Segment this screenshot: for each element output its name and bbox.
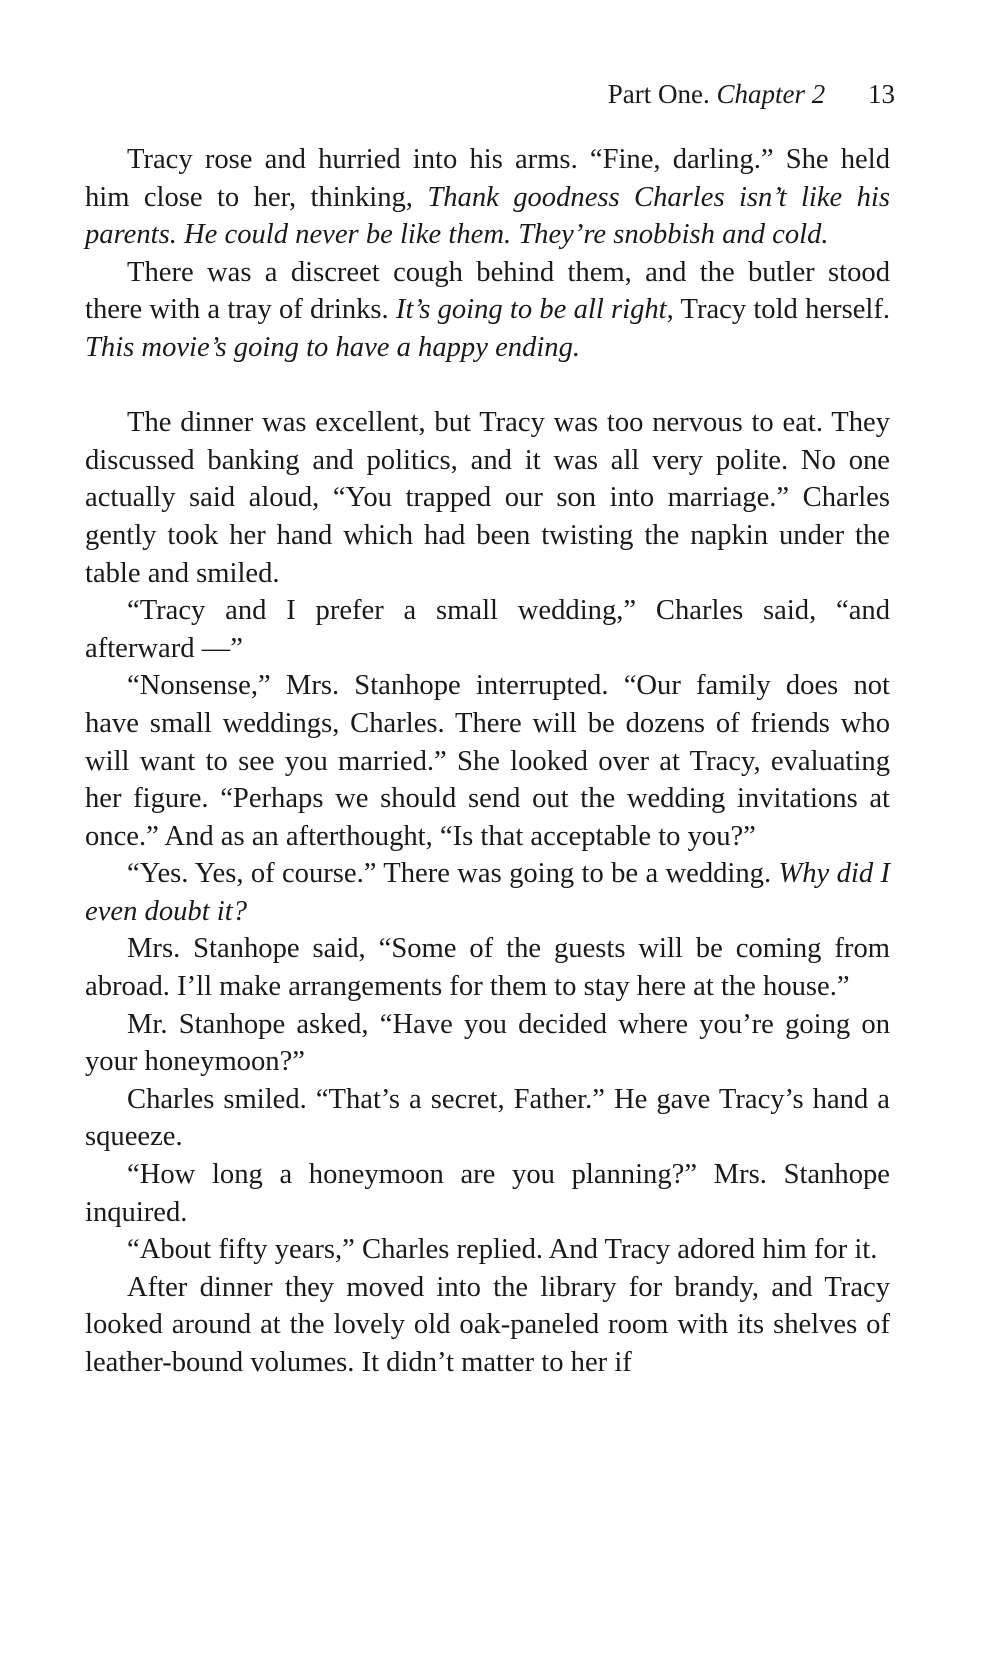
paragraph (85, 667, 890, 855)
italic-text-run: This movie’s going to have a happy ending. (85, 331, 581, 363)
text-run: Mrs. Stanhope said, “Some of the guests will be coming from abroad. I’ll make arrangements for them to stay here at the house.” (85, 933, 890, 1003)
text-run: There was a discreet cough behind them, and the butler stood there with a tray of drinks. (85, 256, 890, 326)
paragraph (85, 1006, 890, 1081)
paragraph (85, 1081, 890, 1156)
paragraph (85, 930, 890, 1005)
paragraph (85, 404, 890, 592)
body-text (85, 141, 890, 1382)
text-run: The dinner was excellent, but Tracy was too nervous to eat. They discussed banking and politics, and it was all very polite. No one actually said aloud, “You trapped our son into marriage.” Charles gently took her hand which had been twisting the napkin under the table and smiled. (85, 407, 890, 589)
text-run: “Yes. Yes, of course.” There was going to be a wedding. (127, 858, 779, 890)
paragraph (85, 855, 890, 930)
text-run: After dinner they moved into the library for brandy, and Tracy looked around at the lovely old oak-paneled room with its shelves of leather-bound volumes. It didn’t matter to her if (85, 1271, 890, 1378)
page-number: 13 (868, 79, 895, 109)
text-run: Tracy rose and hurried into his arms. “Fine, darling.” She held him close to her, thinking, (85, 144, 890, 213)
text-run: Charles smiled. “That’s a secret, Father.” He gave Tracy’s hand a squeeze. (85, 1083, 890, 1153)
text-run: “How long a honeymoon are you planning?” Mrs. Stanhope inquired. (85, 1159, 890, 1228)
italic-text-run: Why did I even doubt it? (85, 858, 890, 927)
paragraph (85, 254, 890, 367)
paragraph (85, 141, 890, 254)
part-label: Part One. (607, 79, 710, 109)
text-run: “Nonsense,” Mrs. Stanhope interrupted. “Our family does not have small weddings, Charles. There will be dozens of friends who will want to see you married.” She looked over at Tracy, evaluating her figure. “Perhaps we should send out the wedding invitations at once.” And as an afterthought, “Is that acceptable to you?” (85, 670, 890, 852)
text-run: “Tracy and I prefer a small wedding,” Charles said, “and afterward —” (85, 595, 890, 664)
paragraph (85, 592, 890, 667)
chapter-label: Chapter 2 (716, 79, 826, 109)
text-run: , Tracy told herself. (666, 294, 891, 326)
paragraph (85, 1269, 890, 1382)
running-head (608, 78, 895, 110)
text-run: Mr. Stanhope asked, “Have you decided where you’re going on your honeymoon?” (85, 1008, 890, 1078)
text-run: “About fifty years,” Charles replied. And Tracy adored him for it. (127, 1234, 878, 1266)
italic-text-run: It’s going to be all right (395, 294, 667, 326)
paragraph (85, 1231, 890, 1269)
paragraph (85, 1156, 890, 1231)
italic-text-run: Thank goodness Charles isn’t like his parents. He could never be like them. They’re snobbish and cold. (85, 181, 890, 251)
